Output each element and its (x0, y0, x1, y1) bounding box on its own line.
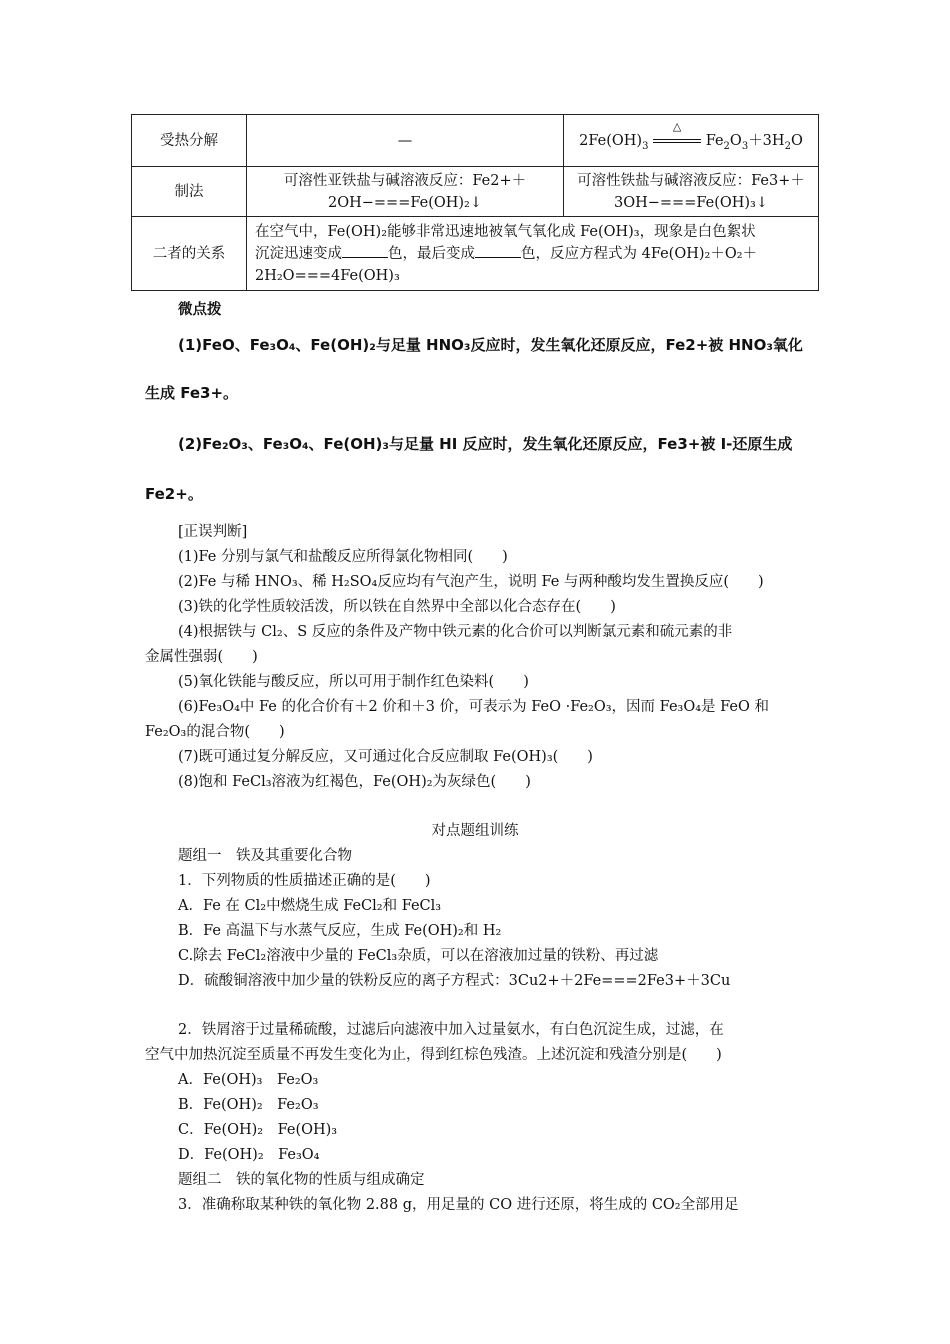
judge-item: (4)根据铁与 Cl₂、S 反应的条件及产物中铁元素的化合价可以判断氯元素和硫元素的非 (178, 624, 733, 640)
judge-item: (1)Fe 分别与氯气和盐酸反应所得氯化物相同( ) (178, 549, 508, 565)
question-option: D．硫酸铜溶液中加少量的铁粉反应的离子方程式：3Cu2+＋2Fe===2Fe3+＋3Cu (178, 973, 731, 989)
formula-part: ＋3H (748, 132, 785, 149)
heat-icon: △ (672, 119, 682, 133)
tip-paragraph: (1)FeO、Fe₃O₄、Fe(OH)₂与足量 HNO₃反应时，发生氧化还原反应，Fe2+被 HNO₃氧化 (178, 336, 803, 354)
judge-item: (7)既可通过复分解反应，又可通过化合反应制取 Fe(OH)₃( ) (178, 749, 593, 765)
question-option: A．Fe 在 Cl₂中燃烧生成 FeCl₂和 FeCl₃ (178, 898, 442, 914)
heating-equals-sign (653, 119, 701, 152)
formula-part: 2Fe(OH) (579, 132, 643, 149)
cell-feoh3-preparation (564, 167, 819, 217)
table-row (132, 115, 819, 167)
text-line: 2H₂O===4Fe(OH)₃ (255, 267, 400, 284)
judge-item: (3)铁的化学性质较活泼，所以铁在自然界中全部以化合态存在( ) (178, 599, 616, 615)
question-stem: 2．铁屑溶于过量稀硫酸，过滤后向滤液中加入过量氨水，有白色沉淀生成，过滤，在 (178, 1022, 724, 1038)
question-stem: 1．下列物质的性质描述正确的是( ) (178, 873, 431, 889)
tip-paragraph: 生成 Fe3+。 (145, 384, 239, 402)
question-option: A．Fe(OH)₃ Fe₂O₃ (178, 1072, 319, 1088)
text-line: 可溶性亚铁盐与碱溶液反应：Fe2+＋ (283, 172, 527, 189)
row-header-decomposition: 受热分解 (132, 115, 247, 167)
answer-blank[interactable] (342, 243, 388, 258)
tip-paragraph: Fe2+。 (145, 485, 203, 503)
text-line: 可溶性铁盐与碱溶液反应：Fe3+＋ (577, 172, 805, 189)
cell-feoh3-decomposition: $2Fe(OH)_3$ △ $Fe_2O_3+3H_2O$ (564, 115, 819, 167)
cell-feoh2-decomposition: — (247, 115, 564, 167)
question-stem: 空气中加热沉淀至质量不再发生变化为止，得到红棕色残渣。上述沉淀和残渣分别是( ) (145, 1047, 722, 1063)
question-option: C.除去 FeCl₂溶液中少量的 FeCl₃杂质，可以在溶液加过量的铁粉、再过滤 (178, 948, 659, 964)
tip-paragraph: (2)Fe₂O₃、Fe₃O₄、Fe(OH)₃与足量 HI 反应时，发生氧化还原反应，Fe3+被 I-还原生成 (178, 435, 793, 453)
cell-feoh2-preparation (247, 167, 564, 217)
judge-item: (2)Fe 与稀 HNO₃、稀 H₂SO₄反应均有气泡产生，说明 Fe 与两种酸均发生置换反应( ) (178, 574, 764, 590)
question-option: D．Fe(OH)₂ Fe₃O₄ (178, 1147, 320, 1163)
judge-item: 金属性强弱( ) (145, 649, 258, 665)
text-line: 在空气中，Fe(OH)₂能够非常迅速地被氧气氧化成 Fe(OH)₃，现象是白色絮状 (255, 223, 756, 240)
cell-relationship (247, 217, 819, 291)
judge-item: (6)Fe₃O₄中 Fe 的化合价有＋2 价和＋3 价，可表示为 FeO ·Fe₂O₃，因而 Fe₃O₄是 FeO 和 (178, 699, 769, 715)
table-row (132, 167, 819, 217)
text-line: 3OH−===Fe(OH)₃↓ (613, 194, 768, 211)
row-header-relationship: 二者的关系 (132, 217, 247, 291)
question-option: B．Fe(OH)₂ Fe₂O₃ (178, 1097, 319, 1113)
group-heading: 题组一 铁及其重要化合物 (178, 848, 352, 864)
tip-title: 微点拨 (178, 302, 222, 318)
judge-item: (8)饱和 FeCl₃溶液为红褐色，Fe(OH)₂为灰绿色( ) (178, 774, 531, 790)
row-header-preparation: 制法 (132, 167, 247, 217)
text-line: 2OH−===Fe(OH)₂↓ (327, 194, 482, 211)
text-line: 沉淀迅速变成 色，最后变成 色，反应方程式为 4Fe(OH)₂＋O₂＋ (255, 243, 810, 265)
question-option: C．Fe(OH)₂ Fe(OH)₃ (178, 1122, 338, 1138)
table-row (132, 217, 819, 291)
practice-title: 对点题组训练 (431, 823, 519, 839)
question-stem: 3．准确称取某种铁的氧化物 2.88 g，用足量的 CO 进行还原，将生成的 CO₂全部用足 (178, 1197, 739, 1213)
iron-hydroxide-table (131, 114, 819, 291)
judge-item: Fe₂O₃的混合物( ) (145, 724, 285, 740)
question-option: B．Fe 高温下与水蒸气反应，生成 Fe(OH)₂和 H₂ (178, 923, 502, 939)
formula-part: Fe (705, 132, 724, 149)
judge-item: (5)氧化铁能与酸反应，所以可用于制作红色染料( ) (178, 674, 529, 690)
answer-blank[interactable] (475, 243, 521, 258)
group-heading: 题组二 铁的氧化物的性质与组成确定 (178, 1172, 425, 1188)
judge-title: [正误判断] (178, 524, 248, 540)
